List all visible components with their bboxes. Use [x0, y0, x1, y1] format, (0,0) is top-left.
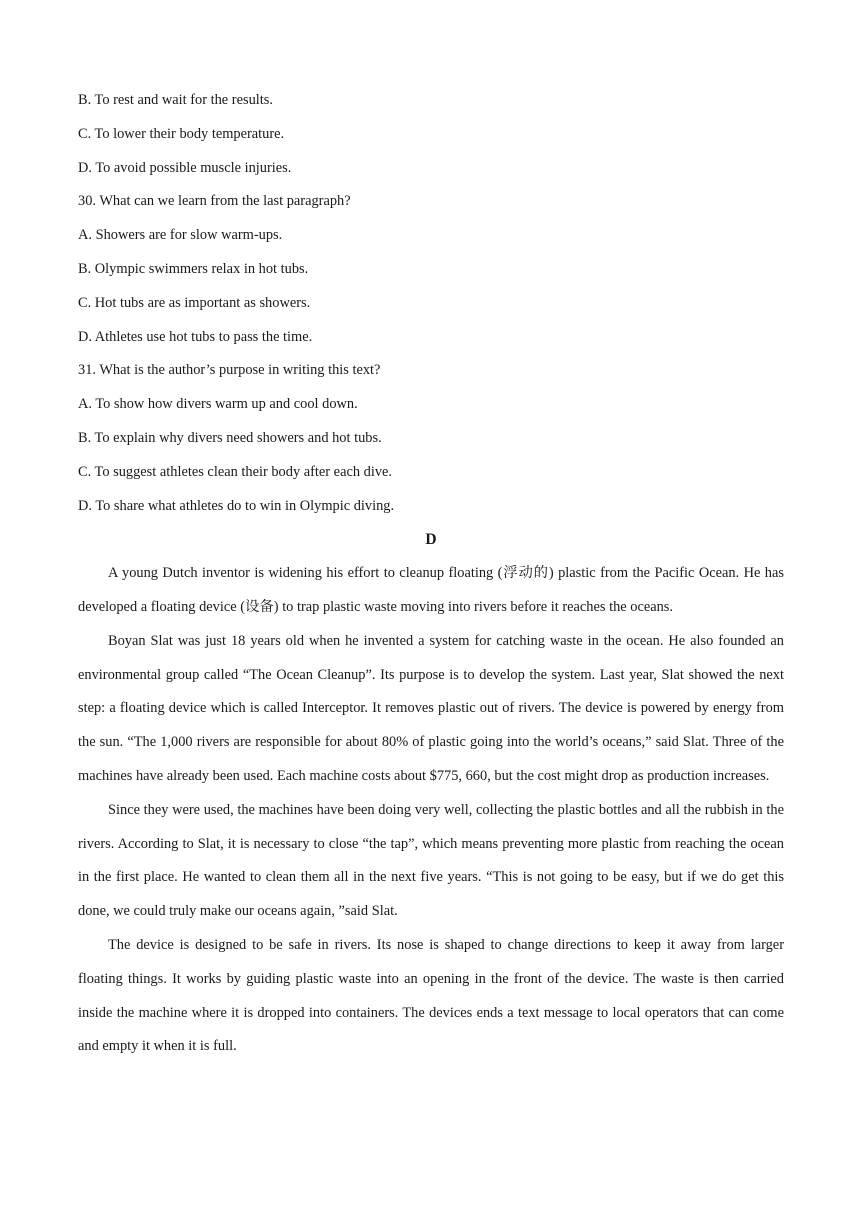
- option-31d: D. To share what athletes do to win in Olympic diving.: [78, 497, 395, 514]
- option-29d: D. To avoid possible muscle injuries.: [78, 159, 292, 176]
- paragraph-3: Since they were used, the machines have been doing very well, collecting the plastic bottles and all the rubbish in the rivers. According to Slat, it is necessary to close “the tap”, which means preventing more plastic from reaching the ocean in the first place. He wanted to clean them all in the next five years. “This is not going to be easy, but if we do get this done, we could truly make our oceans again, ”said Slat.: [78, 801, 784, 920]
- question-30: 30. What can we learn from the last paragraph?: [78, 193, 351, 210]
- question-31: 31. What is the author’s purpose in writing this text?: [78, 362, 381, 379]
- paragraph-4: The device is designed to be safe in rivers. Its nose is shaped to change directions to keep it away from larger floating things. It works by guiding plastic waste into an opening in the front of the device. The waste is then carried inside the machine where it is dropped into containers. The devices ends a text message to local operators that can come and empty it when it is full.: [78, 936, 784, 1055]
- paragraph-1: A young Dutch inventor is widening his effort to cleanup floating (浮动的) plastic from the Pacific Ocean. He has developed a floating device (设备) to trap plastic waste moving into rivers before it reaches the oceans.: [78, 565, 784, 615]
- option-30d: D. Athletes use hot tubs to pass the time.: [78, 328, 313, 345]
- option-30c: C. Hot tubs are as important as showers.: [78, 294, 311, 311]
- section-heading: D: [425, 531, 437, 549]
- option-29c: C. To lower their body temperature.: [78, 125, 285, 142]
- option-31a: A. To show how divers warm up and cool down.: [78, 396, 358, 413]
- option-31c: C. To suggest athletes clean their body after each dive.: [78, 463, 393, 480]
- option-29b: B. To rest and wait for the results.: [78, 92, 273, 108]
- option-31b: B. To explain why divers need showers and hot tubs.: [78, 429, 382, 446]
- option-30b: B. Olympic swimmers relax in hot tubs.: [78, 260, 309, 277]
- document-content: [78, 84, 784, 1064]
- option-30a: A. Showers are for slow warm-ups.: [78, 227, 283, 244]
- paragraph-2: Boyan Slat was just 18 years old when he invented a system for catching waste in the ocean. He also founded an environmental group called “The Ocean Cleanup”. Its purpose is to develop the system. Last year, Slat showed the next step: a floating device which is called Interceptor. It removes plastic out of rivers. The device is powered by energy from the sun. “The 1,000 rivers are responsible for about 80% of plastic going into the world’s oceans,” said Slat. Three of the machines have already been used. Each machine costs about $775, 660, but the cost might drop as production increases.: [78, 632, 784, 784]
